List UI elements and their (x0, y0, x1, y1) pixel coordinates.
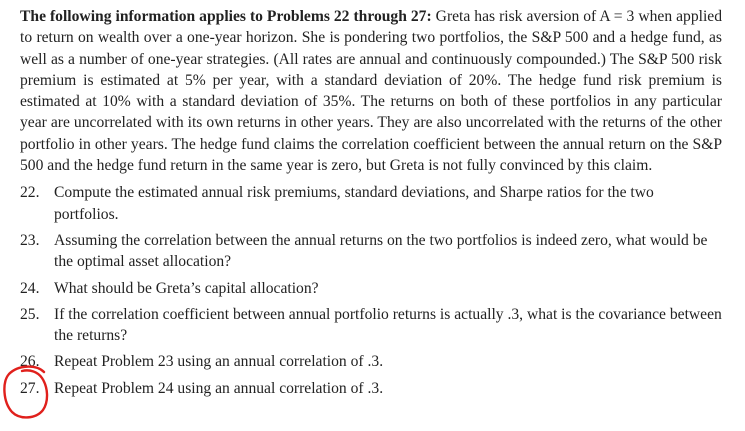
problem-text: Repeat Problem 24 using an annual correlation of .3. (54, 379, 384, 397)
textbook-excerpt (20, 6, 722, 404)
problem-number: 27. (20, 379, 40, 397)
problem-number: 25. (20, 305, 40, 323)
intro-paragraph (20, 6, 722, 176)
problem-text: Assuming the correlation between the annual returns on the two portfolios is indeed zero, what would be the optimal asset allocation? (54, 231, 708, 271)
problem-24 (20, 278, 722, 299)
problem-number: 24. (20, 279, 40, 297)
problem-number: 23. (20, 231, 40, 249)
problem-number: 22. (20, 184, 40, 202)
problem-23 (20, 230, 722, 273)
problem-26 (20, 351, 722, 372)
intro-lead: The following information applies to Problems 22 through 27: (20, 8, 432, 25)
problem-list (20, 182, 722, 399)
problem-text: If the correlation coefficient between annual portfolio returns is actually .3, what is the covariance between the returns? (54, 305, 722, 345)
problem-text: Compute the estimated annual risk premiums, standard deviations, and Sharpe ratios for the two portfolios. (54, 184, 654, 223)
problem-22 (20, 182, 722, 225)
problem-25 (20, 304, 722, 347)
problem-text: Repeat Problem 23 using an annual correlation of .3. (54, 353, 384, 371)
intro-body: Greta has risk aversion of A = 3 when applied to return on wealth over a one-year horizon. She is pondering two portfolios, the S&P 500 and a hedge fund, as well as a number of one-year strategies. (All rates are annual and continuously compounded.) The S&P 500 risk premium is estimated at 5% per year, with a standard deviation of 20%. The hedge fund risk premium is estimated at 10% with a standard deviation of 35%. The returns on both of these portfolios in any particular year are uncorrelated with its own returns in other years. They are also uncorrelated with the returns of the other portfolio in other years. The hedge fund claims the correlation coefficient between the annual return on the S&P 500 and the hedge fund return in the same year is zero, but Greta is not fully convinced by this claim. (20, 8, 723, 175)
problem-text: What should be Greta’s capital allocation? (54, 279, 319, 297)
problem-number: 26. (20, 353, 40, 371)
problem-27 (20, 378, 722, 399)
